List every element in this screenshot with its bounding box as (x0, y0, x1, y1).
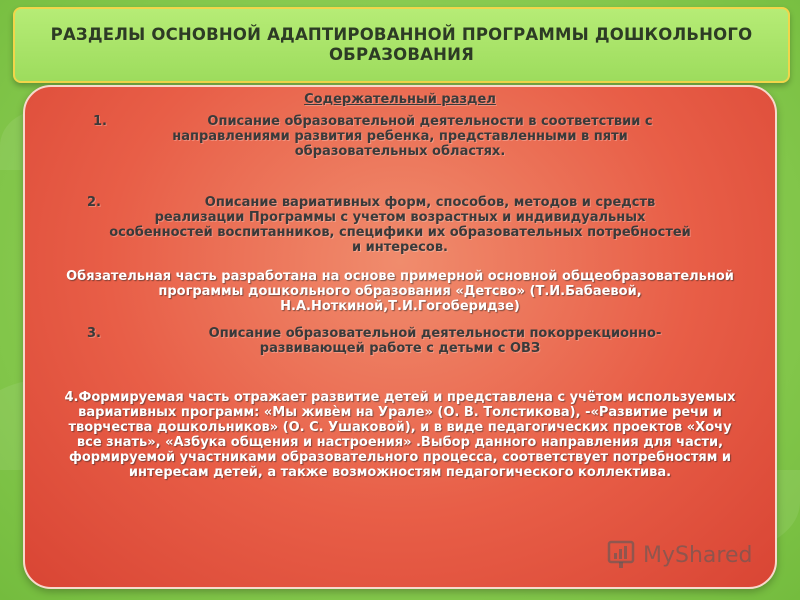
item-1-number: 1. (93, 114, 107, 129)
section-heading: Содержательный раздел (304, 92, 496, 107)
item-1-text: Описание образовательной деятельности в соответствии с направлениями развития ребенка, представленными в пяти образовательных областях. (172, 114, 653, 159)
watermark-text: MyShared (643, 542, 753, 568)
item-3-text: Описание образовательной деятельности покоррекционно-развивающей работе с детьми с ОВЗ (208, 326, 662, 356)
slide-title: РАЗДЕЛЫ ОСНОВНОЙ АДАПТИРОВАННОЙ ПРОГРАММЫ ДОШКОЛЬНОГО ОБРАЗОВАНИЯ (50, 25, 753, 64)
content-box (23, 85, 777, 589)
item-2-text: Описание вариативных форм, способов, методов и средств реализации Программы с учетом возрастных и индивидуальных особенностей воспитанников, специфики их образовательных потребностей и интересов. (109, 195, 691, 255)
item-3-number: 3. (87, 326, 101, 341)
mandatory-part: Обязательная часть разработана на основе примерной основной общеобразовательной программы дошкольного образования «Детсво» (Т.И.Бабаевой, Н.А.Ноткиной,Т.И.Гогоберидзе) (66, 269, 734, 314)
watermark (607, 536, 777, 574)
item-2-number: 2. (87, 195, 101, 210)
item-1 (25, 114, 775, 159)
slide-title-box (13, 7, 790, 83)
item-4: 4.Формируемая часть отражает развитие детей и представлена с учётом используемых вариативных программ: «Мы живѐм на Урале» (О. В. Толстикова), -«Развитие речи и творчества дошкольников» (О. С. Ушаковой), и в виде педагогических проектов «Хочу все знать», «Азбука общения и настроения» .Выбор данного направления для части, формируемой участниками образовательного процесса, соответствует потребностям и интересам детей, а также возможностям педагогического коллектива. (64, 390, 736, 480)
chart-logo-icon (607, 540, 637, 570)
item-2 (25, 195, 775, 255)
item-3 (25, 326, 775, 356)
